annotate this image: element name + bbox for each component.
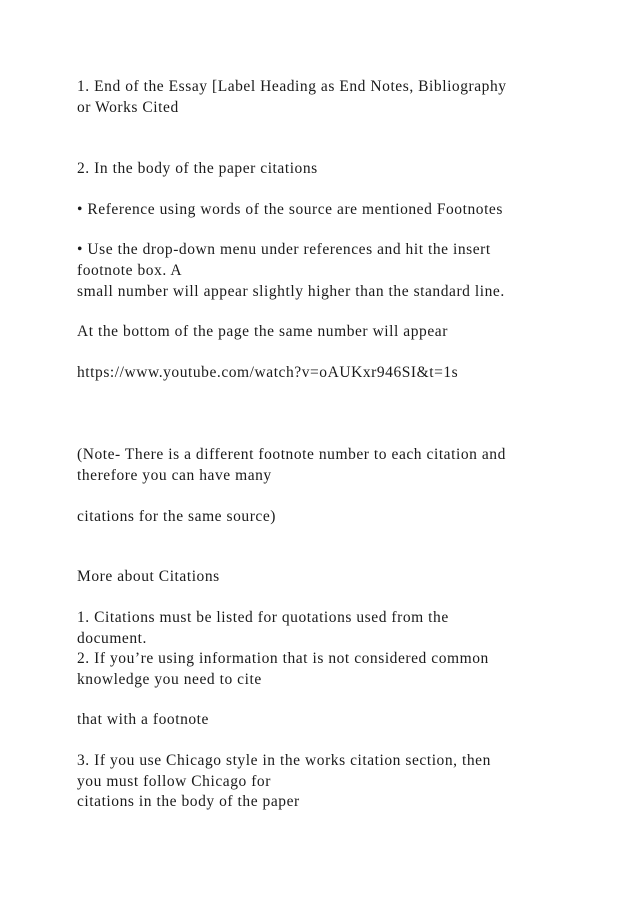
text-line: that with a footnote: [77, 711, 209, 728]
text-line: 3. If you use Chicago style in the works citation section, then: [77, 752, 491, 769]
text-line: citations for the same source): [77, 508, 276, 525]
text-line: (Note- There is a different footnote number to each citation and: [77, 446, 506, 463]
text-line: 1. Citations must be listed for quotations used from the: [77, 609, 449, 626]
text-line: document.: [77, 630, 147, 647]
text-line: footnote box. A: [77, 262, 183, 279]
text-line: • Use the drop-down menu under references and hit the insert: [77, 241, 491, 258]
text-line: you must follow Chicago for: [77, 773, 271, 790]
text-line: • Reference using words of the source are mentioned Footnotes: [77, 201, 503, 218]
text-line: knowledge you need to cite: [77, 671, 262, 688]
text-line: 1. End of the Essay [Label Heading as End Notes, Bibliography: [77, 78, 507, 95]
text-line: citations in the body of the paper: [77, 793, 300, 810]
text-line: or Works Cited: [77, 99, 179, 116]
text-line: small number will appear slightly higher than the standard line.: [77, 283, 505, 300]
text-line: therefore you can have many: [77, 467, 272, 484]
url-text: https://www.youtube.com/watch?v=oAUKxr946SI&t=1s: [77, 364, 459, 381]
text-line: 2. In the body of the paper citations: [77, 160, 318, 177]
text-line: 2. If you’re using information that is not considered common: [77, 650, 489, 667]
section-heading: More about Citations: [77, 568, 220, 585]
text-line: At the bottom of the page the same number will appear: [77, 323, 448, 340]
